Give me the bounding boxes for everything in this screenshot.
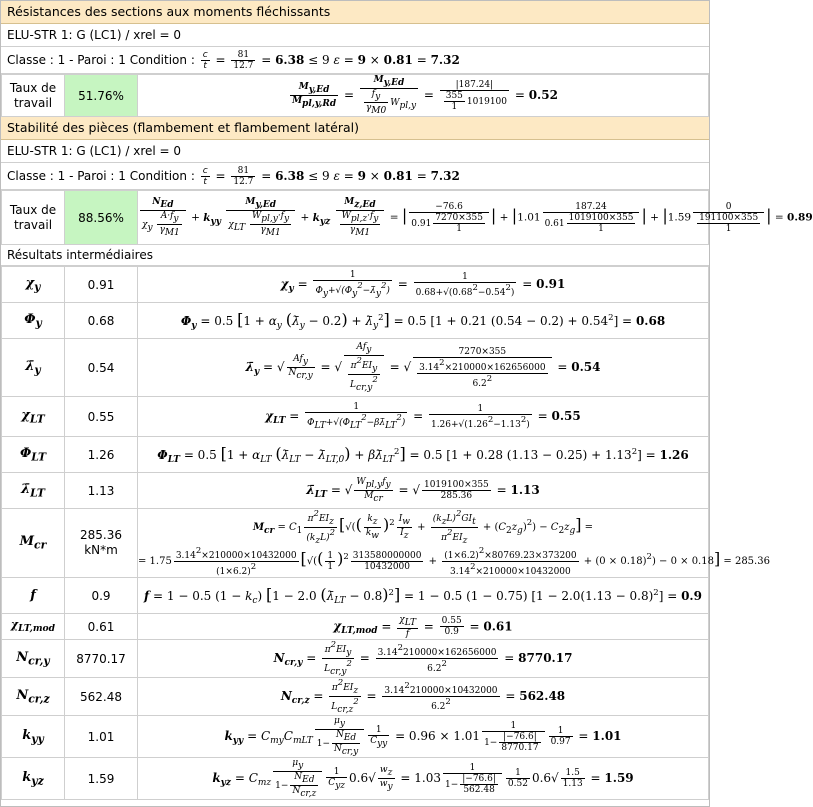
load-case-line: ELU-STR 1: G (LC1) / xrel = 0 — [1, 24, 709, 47]
row-formula: $\chi_{LT}$ = $\frac{1}{\text{ΦLT+√(ΦLT2−βλ̄LT2)}}$ = $\frac{1}{1.26+√(1.262-1.132)}$ = 0.55 — [138, 397, 709, 437]
row-value: 1.01 — [65, 716, 138, 758]
class-condition-line-2: Classe : 1 - Paroi : 1 Condition : $\frac{c}{t}$ = $\frac{81}{12.7}$ = 6.38 ≤ 9 ε = 9 × 0.81 = 7.32 — [1, 163, 709, 190]
row-label: $M_{cr}$ — [2, 509, 65, 578]
row-value: 8770.17 — [65, 640, 138, 678]
c-over-t: $\frac{c}{t}$ — [202, 50, 208, 71]
row-label: f — [2, 578, 65, 614]
row-value: 1.13 — [65, 473, 138, 509]
row-value: 0.9 — [65, 578, 138, 614]
row-value: 1.59 — [65, 758, 138, 800]
row-label: $k_{yy}$ — [2, 716, 65, 758]
row-value: 0.61 — [65, 614, 138, 640]
row-label: $\Phi_y$ — [2, 303, 65, 339]
row-value: 562.48 — [65, 678, 138, 716]
taux-table-2 — [1, 190, 813, 245]
row-label: $\lambdā_y$ — [2, 339, 65, 397]
row-formula: $\lambdā_{LT}$ = √ $\frac{\text{Wpl,yfy}}{\text{Mcr}}$ = √ $\frac{1019100\times 355}{285.36}$ = 1.13 — [138, 473, 709, 509]
row-formula: $\Phi_{LT} = 0.5$ [$1 + \alpha_{LT}$ ($\lambdā_{LT}$ − $\lambdā_{LT,0}$) + $\beta\lambdā_{LT}^2] = 0.5$ [1 + 0.28 $(1.13 - 0.25) + 1.13^2] = 1.26$ — [138, 437, 709, 473]
row-formula: $k_{yy} = C_{my}C_{mLT}$ μy 1− $\frac{\text{NEd}}{\text{Ncr,y}}$ $\frac{1}{\text{Cyy}}$ = 0.96 × 1.01 1 1− $\frac{|-76.6|}{8770.17}$ $\frac{1}{0.97}$ = 1.01 — [138, 716, 709, 758]
row-formula: $k_{yz} = C_{mz}$ μy 1− $\frac{\text{NEd}}{\text{Ncr,z}}$ $\frac{1}{\text{Cyz}}$ 0.6√ $\frac{wz}{wy}$ = 1.03 1 1− $\frac{|-76.6|}{562.48}$ $\frac{1}{0.52}$ 0.6√ $\frac{1.5}{1.13}$ = 1.59 — [138, 758, 709, 800]
row-label: $\chi_y$ — [2, 267, 65, 303]
row-formula: $\chi_{LT,mod}$ = $\frac{\text{χLT}}{f}$ = $\frac{0.55}{0.9}$ = 0.61 — [138, 614, 709, 640]
row-label: $\chi_{LT,mod}$ — [2, 614, 65, 640]
section-header-resistance: Résistances des sections aux moments fléchissants — [1, 1, 709, 24]
row-label: $N_{cr,y}$ — [2, 640, 65, 678]
class-equation: = $\frac{81}{12.7}$ = 6.38 ≤ 9 ε = 9 × 0.81 = 7.32 — [215, 50, 460, 71]
taux-table-1 — [1, 74, 709, 117]
bending-formula: $\frac{My,Ed}{\text{Mpl,y,Rd}}$ = My,Ed $\frac{fy}{\gamma M0}$ Wpl,y = |187.24| $\frac{355}{1}$ 1019100 = 0.52 — [138, 75, 709, 117]
class-label: Classe : 1 - Paroi : 1 Condition : — [7, 53, 195, 67]
taux-value: 51.76% — [65, 75, 138, 117]
row-label: $\chi_{LT}$ — [2, 397, 65, 437]
taux-value-2: 88.56% — [65, 191, 138, 245]
load-case-line-2: ELU-STR 1: G (LC1) / xrel = 0 — [1, 140, 709, 163]
intermediate-table — [1, 266, 770, 800]
section-header-stability: Stabilité des pièces (flambement et flambement latéral) — [1, 117, 709, 140]
row-label: $N_{cr,z}$ — [2, 678, 65, 716]
row-value: 0.91 — [65, 267, 138, 303]
row-value: 0.55 — [65, 397, 138, 437]
row-value: 0.54 — [65, 339, 138, 397]
row-formula: Mcr = C1 $\frac{\text{π2EIz}}{\text{(kzL)2}}$ [√(( $\frac{kz}{kw}$ )$^2$ $\frac{Iw}{Iz}$ + $\frac{\text{(kzL)2GIt}}{\text{π2EIz}}$ + $(C2zg)^2) - C2zg$] = = 1.75 $\frac{3.142\times 210000\times 10432000}{(1\times 6.2)2}$ [√(( $\frac{1}{1}$ )$^2$ $\frac{313580000000}{10432000}$ + $\frac{(1\times 6.2)2\times 80769.23\times 373200}{3.142\times 210000\times 10432000}$ + $(0 \times 0.18)^2) - 0 \times 0.18] = 285.36$ — [138, 509, 770, 577]
row-formula: $\Phi_y = 0.5$ [$1 + \alpha_y$ $(\lambdā_y - 0.2)$ + $\lambdā_y^2] = 0.5$ [1 + 0.21 $(0.54 - 0.2) + 0.54^2] = 0.68$ — [138, 303, 709, 339]
taux-label-2: Taux de travail — [2, 191, 65, 245]
row-label: $k_{yz}$ — [2, 758, 65, 800]
intermediate-results-title: Résultats intermédiaires — [1, 245, 709, 266]
row-label: $\Phi_{LT}$ — [2, 437, 65, 473]
row-value: 1.26 — [65, 437, 138, 473]
row-formula: f = 1 − 0.5 $(1 - k_c)$ [1 − 2.0 $(\lambdā_{LT} - 0.8)^2] = 1 - 0.5$ (1 − 0.75) $[1 - 2.0(1.13 - 0.8)^2] = 0.9$ — [138, 578, 709, 614]
stability-formula: NEd χy $\frac{A\cdot fy}{\gamma M1}$ + kyy My,Ed χLT $\frac{\text{Wpl,y·fy}}{\gamma M1}$ + kyz $\frac{Mz,Ed}{\frac{\text{Wpl,z·fy}}{\gamma M1}}$ = | −76.6 0.91 $\frac{7270\times 355}{1}$ | + |1.01 187.24 0.61 $\frac{1019100\times 355}{1}$ | + |1.59 $\frac{0}{\frac{191100\times 355}{1}}$ | = 0.89 — [138, 191, 709, 245]
row-value: 0.68 — [65, 303, 138, 339]
row-formula: $N_{cr,y}$ = $\frac{\text{π2EIy}}{\text{Lcr,y2}}$ = $\frac{3.142210000\times 162656000}{6.22}$ = 8770.17 — [138, 640, 709, 678]
class-condition-line — [1, 47, 709, 74]
class-label-2: Classe : 1 - Paroi : 1 Condition : — [7, 169, 195, 183]
row-label: $\lambdā_{LT}$ — [2, 473, 65, 509]
taux-label: Taux de travail — [2, 75, 65, 117]
row-formula: $\lambdā_y$ = √ $\frac{\text{Afy}}{\text{Ncr,y}}$ = √ $\frac{\text{Afy}}{\frac{\text{π2EIy}}{\text{Lcr,y2}}}$ = √ $\frac{7270\times 355}{\frac{3.142\times 210000\times 162656000}{6.22}}$ = 0.54 — [138, 339, 709, 397]
row-formula: $N_{cr,z}$ = $\frac{\text{π2EIz}}{\text{Lcr,z2}}$ = $\frac{3.142210000\times 10432000}{6.22}$ = 562.48 — [138, 678, 709, 716]
row-value: 285.36 kN*m — [65, 509, 138, 578]
row-formula: $\chi_y$ = $\frac{1}{\Phi y+√(\Phi y2-\lambdāy2)}$ = $\frac{1}{0.68+√(0.682-0.542)}$ = 0.91 — [138, 267, 709, 303]
